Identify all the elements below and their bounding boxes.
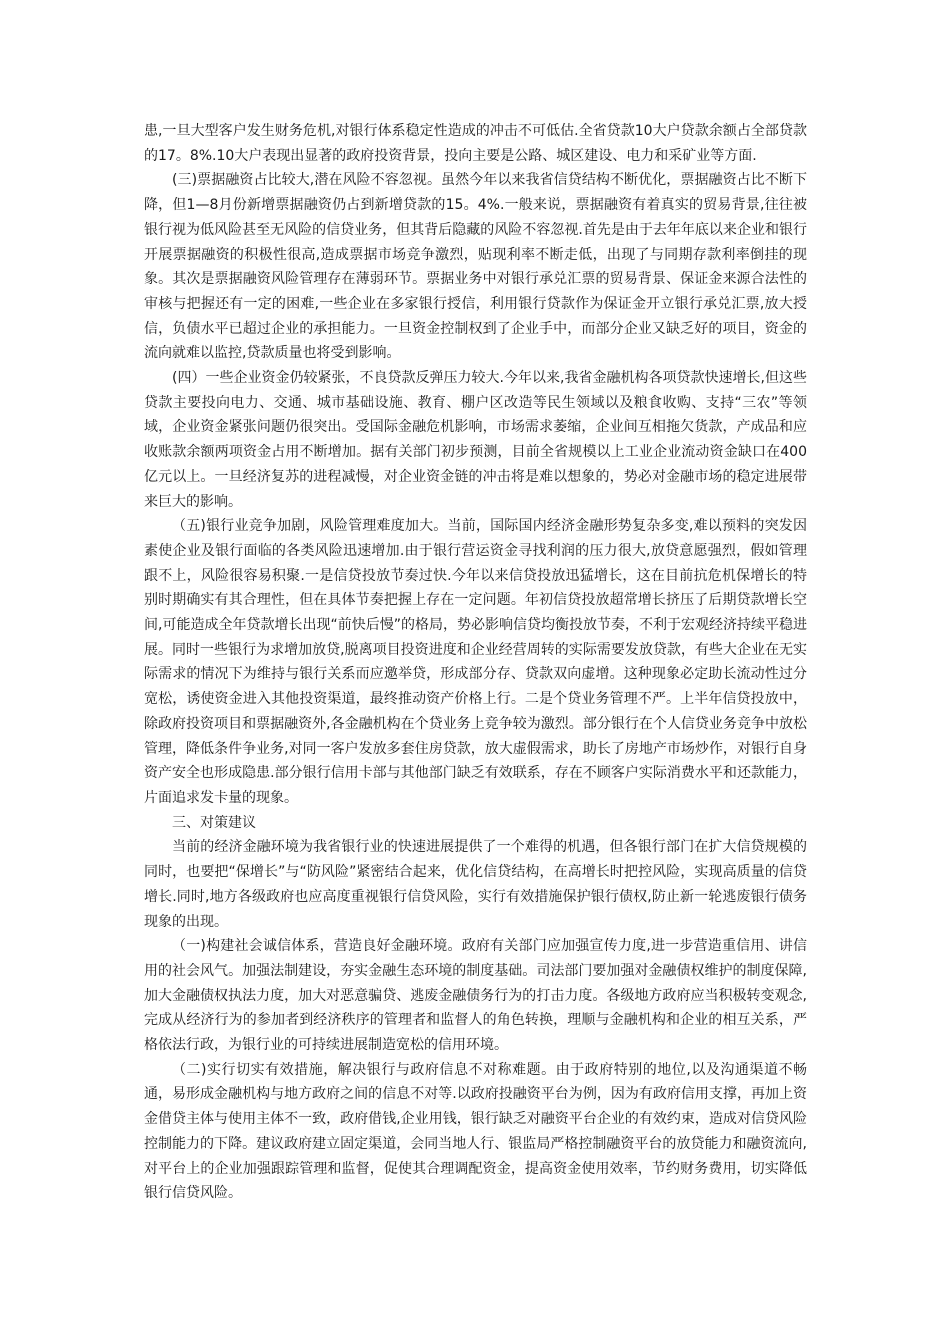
paragraph-countermeasures-intro: 当前的经济金融环境为我省银行业的快速进展提供了一个难得的机遇，但各银行部门在扩大信贷规模的同时，也要把“保增长”与“防风险”紧密结合起来，优化信贷结构，在高增长时把控风险，实现高质量的信贷增长.同时,地方各级政府也应高度重视银行信贷风险，实行有效措施保护银行债权,防止新一轮逃废银行债务现象的出现。 <box>144 839 807 930</box>
paragraph-continuation: 患,一旦大型客户发生财务危机,对银行体系稳定性造成的冲击不可低估.全省贷款10大户贷款余额占全部贷款的17。8%.10大户表现出显著的政府投资背景，投向主要是公路、城区建设、电力和采矿业等方面. <box>144 123 807 164</box>
section-heading: 三、对策建议 <box>172 814 256 831</box>
paragraph-bill-financing: (三)票据融资占比较大,潜在风险不容忽视。虽然今年以来我省信贷结构不断优化，票据融资占比不断下降，但1—8月份新增票据融资仍占到新增贷款的15。4%.一般来说，票据融资有着真实的贸易背景,往往被银行视为低风险甚至无风险的信贷业务，但其背后隐藏的风险不容忽视.首先是由于去年年底以来企业和银行开展票据融资的积极性很高,造成票据市场竞争激烈，贴现利率不断走低，出现了与同期存款利率倒挂的现象。其次是票据融资风险管理存在薄弱环节。票据业务中对银行承兑汇票的贸易背景、保证金来源合法性的审核与把握还有一定的困难,一些企业在多家银行授信，利用银行贷款作为保证金开立银行承兑汇票,放大授信，负债水平已超过企业的承担能力。一旦资金控制权到了企业手中，而部分企业又缺乏好的项目，资金的流向就难以监控,贷款质量也将受到影响。 <box>144 172 807 362</box>
paragraph-credit-system: （一)构建社会诚信体系，营造良好金融环境。政府有关部门应加强宣传力度,进一步营造重信用、讲信用的社会风气。加强法制建设，夯实金融生态环境的制度基础。司法部门要加强对金融债权维护的制度保障,加大金融债权执法力度，加大对恶意骗贷、逃废金融债务行为的打击力度。各级地方政府应当积极转变观念,完成从经济行为的参加者到经济秩序的管理者和监督人的角色转换，理顺与金融机构和企业的相互关系，严格依法行政，为银行业的可持续进展制造宽松的信用环境。 <box>144 938 807 1054</box>
paragraph-enterprise-funds: (四）一些企业资金仍较紧张，不良贷款反弹压力较大.今年以来,我省金融机构各项贷款快速增长,但这些贷款主要投向电力、交通、城市基础设施、教育、棚户区改造等民生领域以及粮食收购、支持“三农”等领域，企业资金紧张问题仍很突出。受国际金融危机影响，市场需求萎缩，企业间互相拖欠货款，产成品和应收账款余额两项资金占用不断增加。据有关部门初步预测，目前全省规模以上工业企业流动资金缺口在400亿元以上。一旦经济复苏的进程减慢，对企业资金链的冲击将是难以想象的，势必对金融市场的稳定进展带来巨大的影响。 <box>144 370 807 510</box>
paragraph-information-asymmetry: （二)实行切实有效措施，解决银行与政府信息不对称难题。由于政府特别的地位,以及沟通渠道不畅通，易形成金融机构与地方政府之间的信息不对等.以政府投融资平台为例，因为有政府信用支撑，再加上资金借贷主体与使用主体不一致，政府借钱,企业用钱，银行缺乏对融资平台企业的有效约束，造成对信贷风险控制能力的下降。建议政府建立固定渠道，会同当地人行、银监局严格控制融资平台的放贷能力和融资流向,对平台上的企业加强跟踪管理和监督，促使其合理调配资金，提高资金使用效率，节约财务费用，切实降低银行信贷风险。 <box>144 1061 807 1202</box>
document-page <box>144 119 807 1206</box>
paragraph-bank-competition: （五)银行业竞争加剧，风险管理难度加大。当前，国际国内经济金融形势复杂多变,难以预料的突发因素使企业及银行面临的各类风险迅速增加.由于银行营运资金寻找利润的压力很大,放贷意愿强烈，假如管理跟不上，风险很容易积聚.一是信贷投放节奏过快.今年以来信贷投放迅猛增长，这在目前抗危机保增长的特别时期确实有其合理性，但在具体节奏把握上存在一定问题。年初信贷投放超常增长挤压了后期贷款增长空间,可能造成全年贷款增长出现“前快后慢”的格局，势必影响信贷均衡投放节奏，不利于宏观经济持续平稳进展。同时一些银行为求增加放贷,脱离项目投资进度和企业经营周转的实际需要发放贷款，有些大企业在无实际需求的情况下为维持与银行关系而应邀举贷，形成部分存、贷款双向虚增。这种现象必定助长流动性过分宽松，诱使资金进入其他投资渠道，最终推动资产价格上行。二是个贷业务管理不严。上半年信贷投放中，除政府投资项目和票据融资外,各金融机构在个贷业务上竞争较为激烈。部分银行在个人信贷业务竞争中放松管理，降低条件争业务,对同一客户发放多套住房贷款，放大虚假需求，助长了房地产市场炒作，对银行自身资产安全也形成隐患.部分银行信用卡部与其他部门缺乏有效联系，存在不顾客户实际消费水平和还款能力，片面追求发卡量的现象。 <box>144 518 807 806</box>
